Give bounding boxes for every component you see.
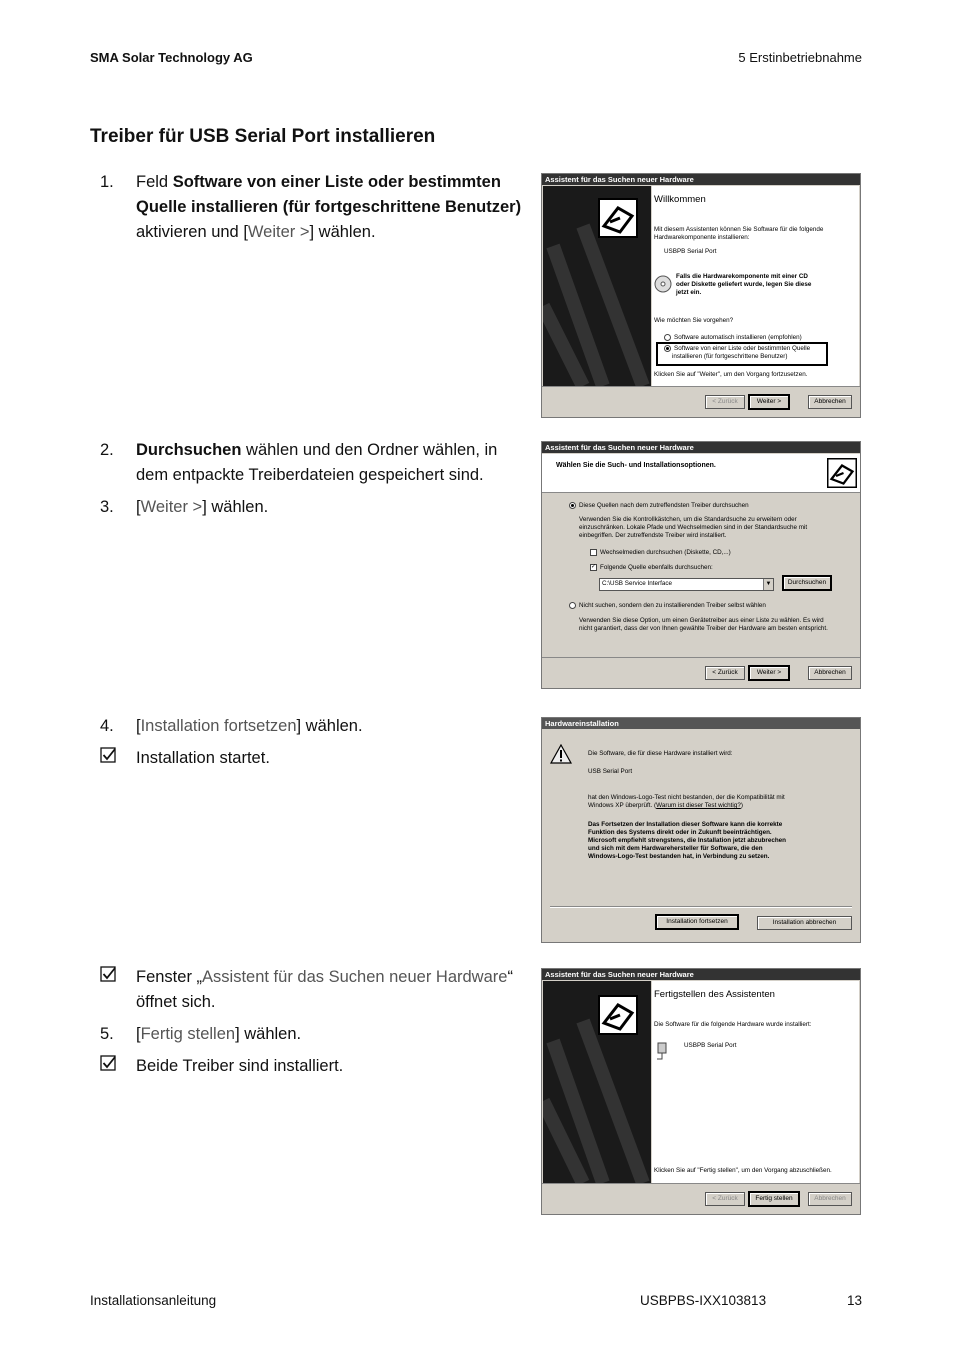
checkbox-checked-icon	[100, 966, 116, 982]
description-text: einzuschränken. Lokale Pfade und Wechselmedien sind in der Standardsuche mit	[579, 524, 808, 531]
cancel-button[interactable]: Abbrechen	[808, 666, 852, 680]
dialog-heading: Fertigstellen des Assistenten	[654, 989, 775, 1000]
radio-label: Diese Quellen nach dem zutreffendsten Treiber durchsuchen	[579, 502, 749, 510]
path-value: C:\USB Service Interface	[602, 580, 672, 587]
device-name: USBPB Serial Port	[684, 1042, 737, 1049]
step-4	[100, 714, 525, 739]
dialog-title: Assistent für das Suchen neuer Hardware	[542, 969, 860, 980]
hardware-wizard-icon	[598, 995, 638, 1035]
warning-icon	[550, 744, 572, 764]
wizard-sidebar-image	[543, 186, 651, 386]
dialog-title: Assistent für das Suchen neuer Hardware	[542, 174, 860, 185]
device-name: USBPB Serial Port	[664, 248, 717, 255]
hardware-wizard-icon	[827, 458, 857, 488]
info-text: Die Software für die folgende Hardware wurde installiert:	[654, 1021, 812, 1028]
usb-device-icon	[654, 1041, 670, 1061]
dialog-banner	[542, 454, 860, 493]
info-text: Die Software, die für diese Hardware installiert wird:	[588, 750, 733, 757]
checkbox-label: Wechselmedien durchsuchen (Diskette, CD,...)	[600, 549, 731, 557]
checkbox-checked-icon	[100, 1055, 116, 1071]
radio-label: Software automatisch installieren (empfohlen)	[674, 334, 802, 342]
step-text: Feld Software von einer Liste oder bestimmten Quelle installieren (für fortgeschrittene Benutzer) aktivieren und [Weiter >] wählen.	[136, 173, 522, 241]
checkbox-checked-icon: ✓	[591, 564, 597, 570]
dialog-content	[652, 186, 859, 386]
step-number: 2.	[100, 441, 114, 459]
abort-installation-button[interactable]: Installation abbrechen	[757, 916, 852, 930]
warning-text: Windows-Logo-Test bestanden hat, in Verbindung zu setzen.	[588, 853, 770, 860]
step-3	[100, 495, 525, 520]
radio-selected-icon	[569, 502, 576, 509]
result-text: Fenster „Assistent für das Suchen neuer Hardware“ öffnet sich.	[136, 968, 513, 1011]
footer-document-id: USBPBS-IXX103813	[640, 1293, 767, 1308]
step-number: 5.	[100, 1025, 114, 1043]
warning-text: und sich mit dem Hardwarehersteller für Software, die den	[588, 845, 763, 852]
radio-icon	[569, 602, 576, 609]
radio-label: Nicht suchen, sondern den zu installierenden Treiber selbst wählen	[579, 602, 766, 610]
dialog-heading: Willkommen	[654, 194, 706, 205]
radio-label: Software von einer Liste oder bestimmten Quelle	[674, 345, 811, 353]
hint-text: Klicken Sie auf "Weiter", um den Vorgang fortzusetzen.	[654, 371, 808, 378]
checkbox-search-location[interactable]	[590, 564, 713, 572]
finish-button[interactable]: Fertig stellen	[748, 1191, 800, 1207]
step-text: [Installation fortsetzen] wählen.	[136, 717, 363, 735]
cancel-button[interactable]: Abbrechen	[808, 1192, 852, 1206]
header-company: SMA Solar Technology AG	[90, 50, 253, 65]
step-text: [Weiter >] wählen.	[136, 498, 269, 516]
radio-auto-install[interactable]	[664, 334, 802, 342]
footer-document-type: Installationsanleitung	[90, 1293, 217, 1308]
next-button[interactable]: Weiter >	[748, 394, 790, 410]
cd-note: jetzt ein.	[676, 289, 702, 296]
dialog-title: Hardwareinstallation	[542, 718, 860, 729]
footer-page-number: 13	[846, 1293, 862, 1308]
result-installation-starts	[100, 746, 525, 771]
warning-text: Das Fortsetzen der Installation dieser Software kann die korrekte	[588, 821, 783, 828]
hardware-wizard-icon	[598, 198, 638, 238]
cd-icon	[654, 275, 672, 293]
checkbox-checked-icon	[100, 747, 116, 763]
step-1	[100, 170, 525, 245]
step-text: Durchsuchen wählen und den Ordner wählen, in dem entpackte Treiberdateien gespeichert sind.	[136, 441, 498, 484]
dialog-heading: Wählen Sie die Such- und Installationsoptionen.	[556, 462, 716, 469]
header-chapter: 5 Erstinbetriebnahme	[738, 50, 862, 65]
radio-label: installieren (für fortgeschrittene Benutzer)	[672, 353, 788, 360]
result-text: Installation startet.	[136, 749, 270, 767]
description-text: einbegriffen. Der zutreffendste Treiber wird installiert.	[579, 532, 727, 539]
logo-test-text: hat den Windows-Logo-Test nicht bestanden, der die Kompatibilität mit	[588, 794, 785, 801]
path-combobox[interactable]	[599, 578, 774, 591]
checkbox-removable-media[interactable]	[590, 549, 731, 557]
dialog-hardware-installation	[541, 717, 861, 943]
result-text: Beide Treiber sind installiert.	[136, 1057, 344, 1075]
intro-text: Hardwarekomponente installieren:	[654, 234, 750, 241]
back-button[interactable]: < Zurück	[705, 1192, 745, 1206]
result-drivers-installed	[100, 1054, 525, 1079]
description-text: nicht garantiert, dass der von Ihnen gewählte Treiber der Hardware am besten entspricht.	[579, 625, 828, 632]
logo-test-text: Windows XP überprüft. (Warum ist dieser Test wichtig?)	[588, 802, 743, 809]
dialog-search-options	[541, 441, 861, 689]
step-number: 3.	[100, 498, 114, 516]
checkbox-label: Folgende Quelle ebenfalls durchsuchen:	[600, 564, 713, 572]
step-text: [Fertig stellen] wählen.	[136, 1025, 302, 1043]
question-text: Wie möchten Sie vorgehen?	[654, 317, 734, 324]
cancel-button[interactable]: Abbrechen	[808, 395, 852, 409]
back-button[interactable]: < Zurück	[705, 666, 745, 680]
warning-text: Funktion des Systems direkt oder in Zukunft beeinträchtigen.	[588, 829, 772, 836]
dialog-title: Assistent für das Suchen neuer Hardware	[542, 442, 860, 453]
dialog-welcome	[541, 173, 861, 418]
back-button[interactable]: < Zurück	[705, 395, 745, 409]
cd-note: oder Diskette geliefert wurde, legen Sie diese	[676, 281, 812, 288]
section-title: Treiber für USB Serial Port installieren	[90, 126, 436, 147]
dialog-finish	[541, 968, 861, 1215]
description-text: Verwenden Sie diese Option, um einen Gerätetreiber aus einer Liste zu wählen. Es wird	[579, 617, 824, 624]
next-button[interactable]: Weiter >	[748, 665, 790, 681]
cd-note: Falls die Hardwarekomponente mit einer CD	[676, 273, 808, 280]
hint-text: Klicken Sie auf "Fertig stellen", um den Vorgang abzuschließen.	[654, 1167, 832, 1174]
radio-icon	[664, 334, 671, 341]
description-text: Verwenden Sie die Kontrollkästchen, um die Standardsuche zu erweitern oder	[579, 516, 797, 523]
step-2	[100, 438, 525, 488]
chevron-down-icon[interactable]: ▼	[763, 579, 773, 590]
wizard-sidebar-image	[543, 981, 651, 1183]
step-number: 1.	[100, 173, 114, 191]
radio-choose-driver[interactable]	[569, 602, 766, 610]
continue-installation-button[interactable]: Installation fortsetzen	[655, 914, 739, 930]
radio-search-sources[interactable]	[569, 502, 749, 510]
browse-button[interactable]: Durchsuchen	[782, 575, 832, 591]
radio-manual-install[interactable]	[664, 345, 810, 353]
result-window-opens	[100, 965, 525, 1015]
logo-test-link[interactable]: Warum ist dieser Test wichtig?	[656, 802, 741, 809]
radio-selected-icon	[664, 345, 671, 352]
checkbox-icon	[590, 549, 597, 556]
step-number: 4.	[100, 717, 114, 735]
dialog-content	[652, 981, 859, 1183]
step-5	[100, 1022, 525, 1047]
device-name: USB Serial Port	[588, 768, 633, 775]
intro-text: Mit diesem Assistenten können Sie Software für die folgende	[654, 226, 824, 233]
warning-text: Microsoft empfiehlt strengstens, die Installation jetzt abzubrechen	[588, 837, 787, 844]
